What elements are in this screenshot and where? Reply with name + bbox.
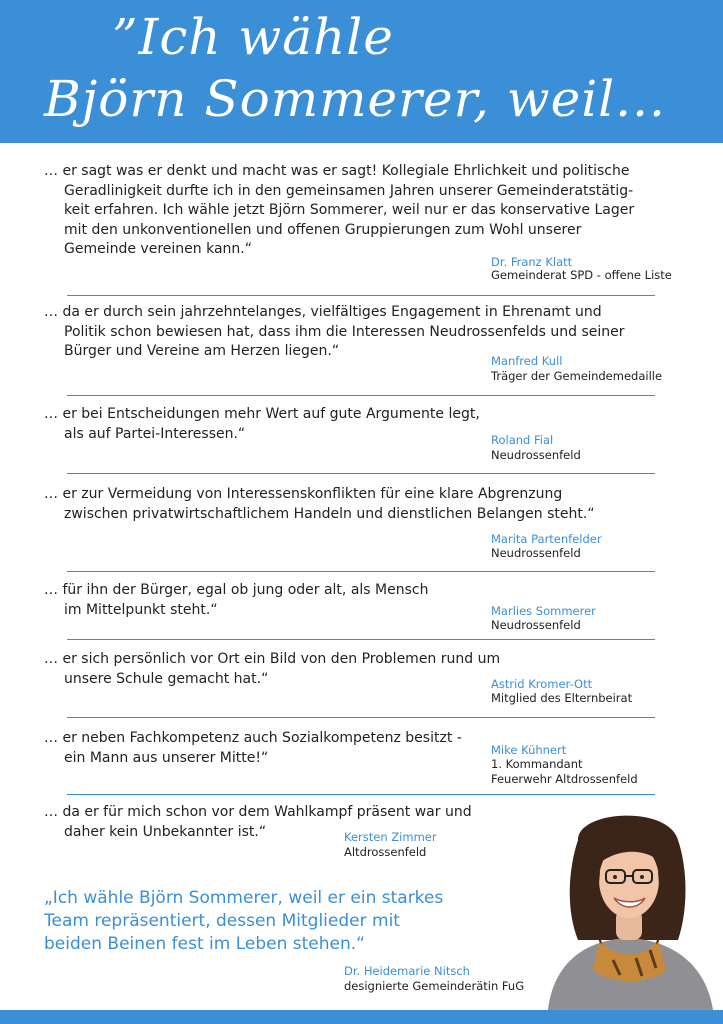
quote-8-author: Kersten Zimmer: [344, 830, 437, 844]
quote-1-role-line: Gemeinderat SPD - offene Liste: [491, 268, 672, 282]
quote-6-text: [44, 650, 500, 689]
quote-5-author: Marlies Sommerer: [491, 604, 596, 618]
quote-2-role: [491, 369, 662, 384]
separator-line: [67, 571, 655, 572]
quote-6-role-line: Mitglied des Elternbeirat: [491, 691, 633, 705]
quote-4-author: Marita Partenfelder: [491, 532, 602, 546]
final-quote-role: designierte Gemeinderätin FuG: [344, 979, 525, 993]
quote-1-line-5: Gemeinde vereinen kann.“: [64, 241, 252, 257]
final-quote: [44, 887, 564, 956]
quote-4-role-line: Neudrossenfeld: [491, 546, 581, 560]
quote-3-line-2: als auf Partei-Interessen.“: [64, 425, 246, 442]
quote-4-text: [44, 485, 595, 524]
quote-7-role-line-2: Feuerwehr Altdrossenfeld: [491, 772, 638, 786]
quote-1-text: [44, 162, 634, 260]
quote-2-author: Manfred Kull: [491, 354, 563, 368]
separator-line: [67, 639, 655, 640]
quote-1-author: Dr. Franz Klatt: [491, 255, 573, 269]
footer-bar: [0, 1010, 723, 1024]
quote-1-line-2: Geradlinigkeit durfte ich in den gemeinsamen Jahren unserer Gemeinderatstätig-: [64, 182, 634, 199]
quote-7-line-1: … er neben Fachkompetenz auch Sozialkompetenz besitzt -: [44, 730, 462, 746]
quote-4-line-2: zwischen privatwirtschaftlichem Handeln und dienstlichen Belangen steht.“: [64, 505, 595, 522]
quote-1-line-3: keit erfahren. Ich wähle jetzt Björn Sommerer, weil nur er das konservative Lager: [64, 202, 635, 218]
quote-8-line-1: … da er für mich schon vor dem Wahlkampf präsent war und: [44, 804, 472, 820]
quote-7-text: [44, 729, 462, 768]
quote-3-role: [491, 448, 581, 463]
separator-line: [67, 794, 655, 795]
quote-3-role-line: Neudrossenfeld: [491, 448, 581, 462]
quote-8-role-line: Altdrossenfeld: [344, 845, 427, 859]
quote-7-role-line-1: 1. Kommandant: [491, 757, 583, 771]
quote-5-line-1: … für ihn der Bürger, egal ob jung oder alt, als Mensch: [44, 582, 429, 598]
quote-2-text: [44, 303, 625, 362]
quote-2-line-1: … da er durch sein jahrzehntelanges, vielfältiges Engagement in Ehrenamt und: [44, 304, 602, 320]
quote-3-text: [44, 405, 480, 444]
quote-8-role: [344, 845, 426, 860]
separator-line: [67, 295, 655, 296]
quote-7-role: [491, 757, 638, 787]
quote-7-line-2: ein Mann aus unserer Mitte!“: [64, 749, 269, 766]
final-quote-author: Dr. Heidemarie Nitsch: [344, 964, 470, 978]
quote-6-role: [491, 691, 632, 706]
final-quote-line-3: beiden Beinen fest im Leben stehen.“: [44, 934, 365, 954]
quote-5-text: [44, 581, 428, 620]
quote-2-line-3: Bürger und Vereine am Herzen liegen.“: [64, 343, 340, 359]
quote-6-author: Astrid Kromer-Ott: [491, 677, 593, 691]
quote-3-author: Roland Fial: [491, 433, 554, 447]
quote-2-line-2: Politik schon bewiesen hat, dass ihm die Interessen Neudrossenfelds und seiner: [64, 323, 625, 340]
final-quote-line-1: „Ich wähle Björn Sommerer, weil er ein starkes: [44, 888, 444, 908]
quote-5-line-2: im Mittelpunkt steht.“: [64, 601, 218, 618]
quote-8-line-2: daher kein Unbekannter ist.“: [64, 823, 267, 840]
quote-3-line-1: … er bei Entscheidungen mehr Wert auf gute Argumente legt,: [44, 406, 480, 422]
quote-1-line-1: … er sagt was er denkt und macht was er sagt! Kollegiale Ehrlichkeit und politische: [44, 163, 630, 179]
final-quote-line-2: Team repräsentiert, dessen Mitglieder mit: [44, 911, 400, 931]
quote-7-author: Mike Kühnert: [491, 743, 567, 757]
quote-6-line-2: unsere Schule gemacht hat.“: [64, 670, 269, 687]
quote-6-line-1: … er sich persönlich vor Ort ein Bild von den Problemen rund um: [44, 651, 501, 667]
headline-line-2: Björn Sommerer, weil...: [44, 70, 666, 128]
quote-2-role-line: Träger der Gemeindemedaille: [491, 369, 663, 383]
portrait-photo: [538, 800, 723, 1010]
separator-line: [67, 473, 655, 474]
quote-4-role: [491, 546, 581, 561]
headline-line-1: ”Ich wähle: [112, 8, 394, 66]
quote-1-line-4: mit den unkonventionellen und offenen Gruppierungen zum Wohl unserer: [64, 221, 582, 238]
separator-line: [67, 717, 655, 718]
quote-1-role: [491, 268, 672, 283]
header-banner: [0, 0, 723, 143]
quote-5-role-line: Neudrossenfeld: [491, 618, 581, 632]
quote-5-role: [491, 618, 581, 633]
separator-line: [67, 395, 655, 396]
quote-4-line-1: … er zur Vermeidung von Interessenskonflikten für eine klare Abgrenzung: [44, 486, 563, 502]
